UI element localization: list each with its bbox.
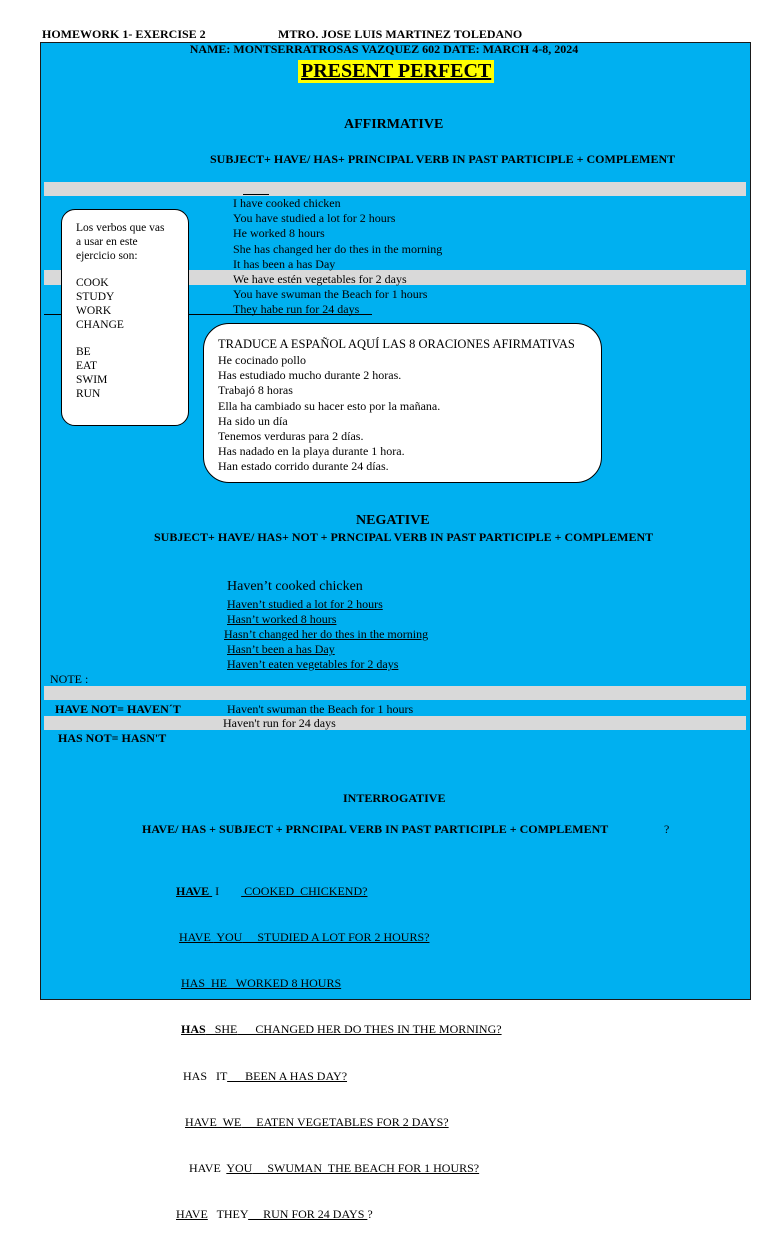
translation-heading: TRADUCE A ESPAÑOL AQUÍ LAS 8 ORACIONES AFIRMATIVAS <box>218 337 575 351</box>
verb-item: CHANGE <box>76 318 124 331</box>
affirmative-sentence: He worked 8 hours <box>233 226 325 241</box>
verb-item: STUDY <box>76 290 115 303</box>
question-mark: ? <box>664 822 670 836</box>
translation-line: Tenemos verduras para 2 días. <box>218 429 364 444</box>
have-not-rule: HAVE NOT= HAVEN´T <box>55 702 181 716</box>
verb-item: WORK <box>76 304 112 317</box>
interrogative-list <box>176 853 502 1238</box>
negative-sentence: Hasn’t worked 8 hours <box>227 612 337 626</box>
question-rest: RUN FOR 24 DAYS <box>248 1207 368 1222</box>
question-rest: CHANGED HER DO THES IN THE MORNING? <box>237 1022 502 1037</box>
translation-line: Has estudiado mucho durante 2 horas. <box>218 368 402 383</box>
auxiliary-verb: HAVE <box>176 883 213 898</box>
question-rest: SWUMAN THE BEACH FOR 1 HOURS? <box>252 1161 480 1176</box>
homework-header: HOMEWORK 1- EXERCISE 2 <box>42 27 206 41</box>
question-subject: YOU <box>226 1161 253 1176</box>
question-mark: ? <box>367 1207 373 1222</box>
auxiliary-verb: HAVE <box>185 1114 223 1129</box>
auxiliary-verb: HAVE <box>179 930 214 945</box>
translation-line: Trabajó 8 horas <box>218 383 293 398</box>
interrogative-heading: INTERROGATIVE <box>343 791 446 805</box>
verb-item: COOK <box>76 277 109 290</box>
question-subject: SHE <box>205 1022 238 1037</box>
question-subject: YOU <box>213 930 243 945</box>
page-title: PRESENT PERFECT <box>298 60 494 83</box>
verb-item: SWIM <box>76 373 108 386</box>
affirmative-sentence: We have estén vegetables for 2 days <box>233 272 407 287</box>
negative-sentence: Haven't run for 24 days <box>223 716 336 730</box>
note-label: NOTE : <box>50 672 89 686</box>
translation-line: Ha sido un día <box>218 413 288 428</box>
negative-formula: SUBJECT+ HAVE/ HAS+ NOT + PRNCIPAL VERB IN PAST PARTICIPLE + COMPLEMENT <box>154 530 654 544</box>
question-rest: EATEN VEGETABLES FOR 2 DAYS? <box>241 1114 449 1129</box>
translation-line: Han estado corrido durante 24 días. <box>218 459 389 474</box>
auxiliary-verb: HAVE <box>176 1207 208 1222</box>
auxiliary-verb: HAS <box>183 1068 208 1083</box>
affirmative-formula: SUBJECT+ HAVE/ HAS+ PRINCIPAL VERB IN PAST PARTICIPLE + COMPLEMENT <box>210 152 676 166</box>
negative-sentence: Haven’t eaten vegetables for 2 days <box>227 657 399 671</box>
translation-line: Ella ha cambiado su hacer esto por la mañana. <box>218 398 441 413</box>
negative-sentence: Haven't swuman the Beach for 1 hours <box>227 702 414 716</box>
gray-band <box>44 182 746 196</box>
affirmative-sentences <box>233 196 442 318</box>
negative-heading: NEGATIVE <box>356 513 430 528</box>
verbs-intro-line: a usar en este <box>76 235 138 248</box>
has-not-rule: HAS NOT= HASN'T <box>58 731 167 745</box>
gray-band <box>44 686 746 700</box>
affirmative-sentence: It has been a has Day <box>233 256 336 271</box>
negative-sentence: Haven’t studied a lot for 2 hours <box>227 597 383 611</box>
question-subject: THEY <box>207 1207 249 1222</box>
question-subject: I <box>212 883 220 898</box>
question-rest: COOKED CHICKEND? <box>241 883 368 898</box>
verbs-box <box>61 209 189 426</box>
negative-sentence: Hasn’t been a has Day <box>227 642 335 656</box>
affirmative-sentence: She has changed her do thes in the morning <box>233 241 443 256</box>
negative-sentence: Haven’t cooked chicken <box>227 579 363 594</box>
affirmative-sentence: You have studied a lot for 2 hours <box>233 211 396 226</box>
gray-band <box>44 716 746 730</box>
verbs-intro-line: ejercicio son: <box>76 249 138 262</box>
translation-line: He cocinado pollo <box>218 353 306 367</box>
question-rest: BEEN A HAS DAY? <box>227 1068 348 1083</box>
question-subject: WE <box>222 1114 242 1129</box>
auxiliary-verb: HAS <box>181 1022 206 1037</box>
affirmative-sentence: I have cooked chicken <box>233 196 341 210</box>
verbs-intro-line: Los verbos que vas <box>76 222 165 234</box>
affirmative-sentence: They habe run for 24 days <box>233 302 360 317</box>
verb-item: RUN <box>76 387 101 400</box>
auxiliary-verb: HAS <box>181 976 206 991</box>
negative-sentence: Hasn’t changed her do thes in the morning <box>224 627 429 641</box>
question-subject: HE <box>205 976 231 991</box>
question-subject: IT <box>207 1068 228 1083</box>
question-rest: WORKED 8 HOURS <box>230 976 342 991</box>
short-rule <box>243 194 269 195</box>
question-rest: STUDIED A LOT FOR 2 HOURS? <box>242 930 430 945</box>
affirmative-sentence: You have swuman the Beach for 1 hours <box>233 287 428 302</box>
translation-box <box>203 323 602 483</box>
verb-item: EAT <box>76 359 98 372</box>
teacher-header: MTRO. JOSE LUIS MARTINEZ TOLEDANO <box>278 27 523 41</box>
interrogative-formula: HAVE/ HAS + SUBJECT + PRNCIPAL VERB IN PAST PARTICIPLE + COMPLEMENT <box>142 822 609 836</box>
affirmative-heading: AFFIRMATIVE <box>344 117 444 132</box>
verb-item: BE <box>76 346 91 359</box>
translation-line: Has nadado en la playa durante 1 hora. <box>218 444 405 459</box>
student-name-line: NAME: MONTSERRATROSAS VAZQUEZ 602 DATE: MARCH 4-8, 2024 <box>189 42 579 56</box>
auxiliary-verb: HAVE <box>189 1161 227 1176</box>
